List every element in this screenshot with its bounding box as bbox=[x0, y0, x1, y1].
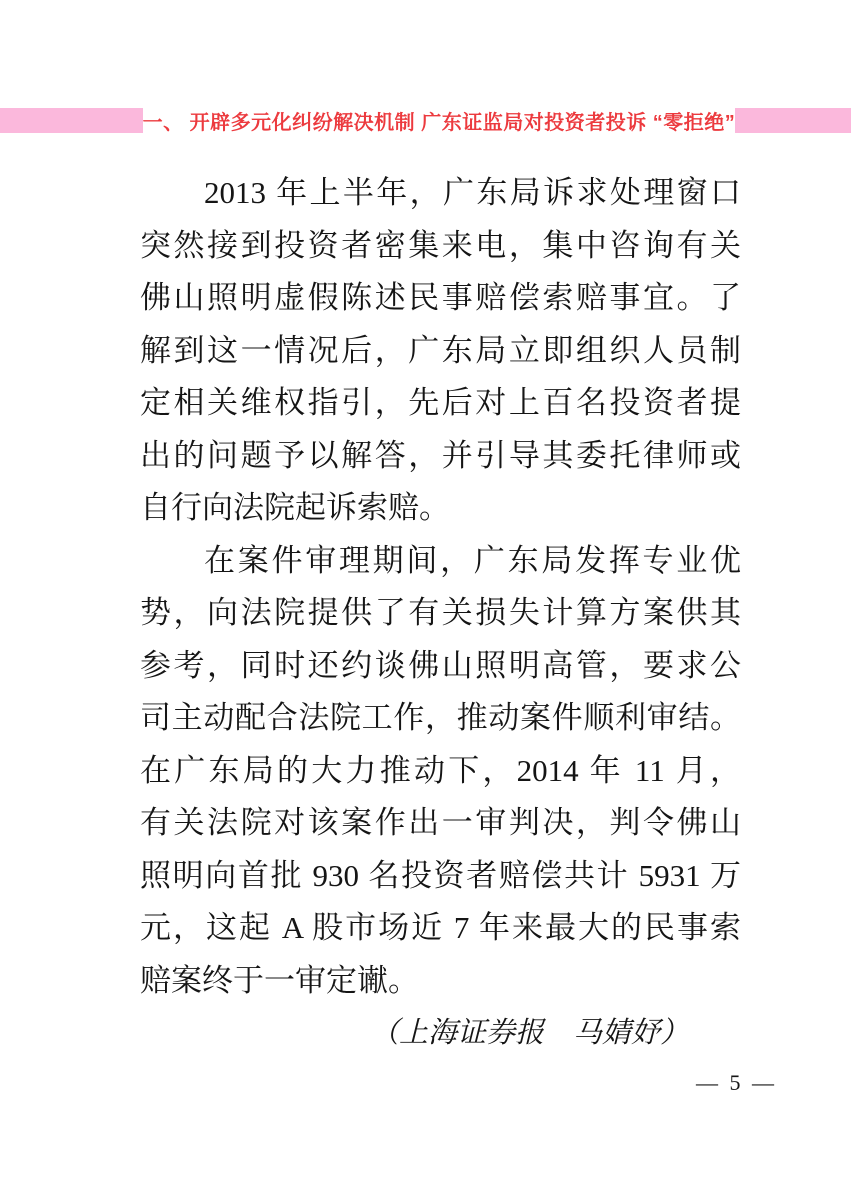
page-number: — 5 — bbox=[696, 1070, 777, 1095]
text-line: 有关法院对该案作出一审判决，判令佛山 bbox=[140, 805, 741, 840]
text-line: 势，向法院提供了有关损失计算方案供其 bbox=[140, 595, 741, 630]
text-line: 定相关维权指引，先后对上百名投资者提 bbox=[140, 385, 741, 420]
text-line: 赔案终于一审定谳。 bbox=[140, 962, 419, 998]
text-line: 照明向首批 930 名投资者赔偿共计 5931 万 bbox=[140, 857, 741, 893]
text-line: 在案件审理期间，广东局发挥专业优 bbox=[204, 542, 741, 578]
text-line: 在广东局的大力推动下，2014 年 11 月， bbox=[140, 752, 741, 788]
text-line: 突然接到投资者密集来电，集中咨询有关 bbox=[140, 227, 741, 263]
header-left-accent-bar bbox=[0, 108, 143, 133]
text-line: 佛山照明虚假陈述民事赔偿索赔事宜。了 bbox=[140, 280, 741, 315]
text-line: 2013 年上半年，广东局诉求处理窗口 bbox=[204, 175, 741, 210]
text-line: 参考，同时还约谈佛山照明高管，要求公 bbox=[140, 647, 741, 683]
text-line: 解到这一情况后，广东局立即组织人员制 bbox=[140, 332, 741, 368]
chapter-title: 一、 开辟多元化纠纷解决机制 广东证监局对投资者投诉 “零拒绝” bbox=[143, 108, 736, 133]
header-right-accent-bar bbox=[735, 108, 851, 133]
text-line: 自行向法院起诉索赔。 bbox=[140, 490, 450, 525]
text-line: 元，这起 A 股市场近 7 年来最大的民事索 bbox=[140, 910, 741, 945]
text-line: 出的问题予以解答，并引导其委托律师或 bbox=[140, 437, 741, 473]
chapter-header bbox=[0, 108, 851, 133]
text-line: 司主动配合法院工作，推动案件顺利审结。 bbox=[140, 700, 741, 735]
article-attribution: （上海证券报 马婧妤） bbox=[369, 1017, 689, 1049]
article-body bbox=[140, 167, 741, 1060]
